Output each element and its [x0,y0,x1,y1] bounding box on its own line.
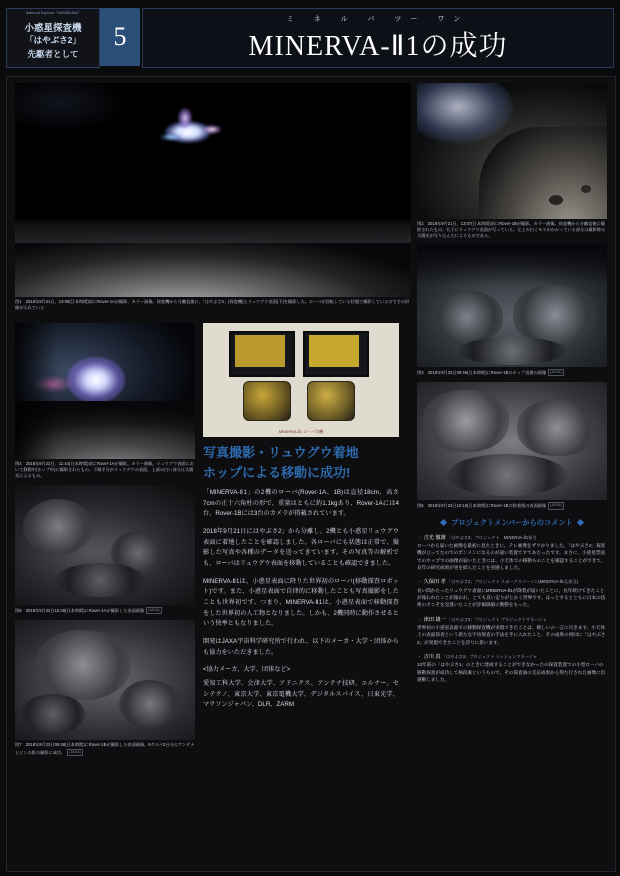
article-paragraph-2: 2018年9月21日にはやぶさ2」から分離し、2機とも小惑星リュウグウ表面に着地したことを確認しました。各ローバにも状態は正常で、撮影した写真や各種のデータを送ってきています。その写真等の解析でも、ローバはリュウグウ表面を移動していることも確認できました。 [203,527,399,567]
figure-5-image [417,382,607,500]
page-title: MINERVA-Ⅱ1の成功 [248,31,508,62]
bullet-icon: ・ [417,579,422,585]
comment-item [417,616,607,646]
comment-text: 13年前の「はやぶさ1」のときに達成することができなかったの探査装置での小型ローバの移動探査が成功して格段素というもので、その探査面の支応成果から得た行された画像に出感動しました。 [417,662,606,683]
article-body [203,488,399,711]
comment-role: 「はやぶさ2」プロジェクト MINERVA-Ⅱ1担当 [447,534,537,540]
article-headline [203,443,399,482]
mission-badge [6,8,100,68]
comment-author: 吉川 真 [423,654,441,661]
figure-2-caption: 図2 2018年9月21日、13:07(日本時間)頃にRover-1Bが撮影。カラー画像。探査機から分離直後に撮影されたもの。右下にリュウグウ表面が写っている。左上の白くモヤがかかっている部分は撮影時の太陽光が写り込んだによるものである。 [417,221,606,239]
figure-3-image [417,245,607,367]
rover-photo-label: MINERVA-Ⅱ1 ローバ実機 [278,429,324,434]
figure-6-image [15,485,195,605]
title-ruby: ミ ネ ル バ ツー ワン [286,16,470,23]
figure-1-caption: 図1 2018年9月21日、13:08(日本時間)頃にRover-1Aが撮影。カラー画像。探査機から分離直後に、「はやぶさ2」(探査機)とリュウグウ表面(下)を撮影した。ローバが回転している状態で撮影しているのでその形像が示れている [15,299,410,311]
comments-heading-text: プロジェクトメンバーからのコメント [451,517,573,527]
headline-line-1: 写真撮影・リュウグウ着地 [203,445,359,460]
figure-7-image [15,620,195,740]
figure-4-image [15,323,195,459]
comment-text: 長い間かたったリュウグウ表面にMINERVA-Ⅱ1が降着が届いたことに、長年続けてきたことが報われたことが報われ、とても良い走りがとかく世界です。ほっとするとともに日本の技術の才こそを見逃いたことが評価価値の動動をもった。 [417,587,606,608]
comment-author: 吉光 徹雄 [423,534,446,541]
figure-6-caption: 図6 2018年9月22日15:28(日本時間)にRover-1Aが撮影した表面画像 (JAXA) [15,608,160,614]
figure-5-credit: (JAXA) [548,502,563,509]
figure-3-caption: 図3 2018年9月23日09:46(日本時間)にRover-1Bのホップ直後の画像 (JAXA) [417,370,562,376]
bullet-icon: ・ [417,534,422,540]
section-number: 5 [113,22,127,51]
middle-column [203,323,399,718]
page-header [0,0,620,72]
figure-2-image [417,83,607,219]
figure-6-credit: (JAXA) [146,607,161,614]
comment-text: 世界初の小惑星表面での移動探査機が実現できたことは、嬉しいの一言に尽きます。小天体上の表面探査という新たな宇宙探査の手法を手に入れたこと、その成果の初回に「はやぶさ2」が実現できたことを誇りに思います。 [417,625,606,645]
bullet-icon: ・ [417,616,422,622]
comment-item [417,653,607,683]
figure-5-caption: 図5 2018年9月23日10:10(日本時間)にRover-1Bの格着後の表面画像 (JAXA) [417,503,562,509]
figure-7-credit: (JAXA) [67,749,82,756]
mission-badge-line2: 「はやぶさ2」 [25,35,81,45]
section-number-box [100,8,140,66]
cooperation-title: <協力メーカ、大学、団体など> [203,666,291,674]
comment-role: 「はやぶさ2」プロジェクト ミッションマネージャ [441,654,538,660]
comment-author: 久保田 孝 [423,579,446,586]
headline-line-2: ホップによる移動に成功! [203,464,351,480]
diamond-icon-left [440,519,447,526]
comment-item [417,534,607,572]
mission-badge-line1: 小惑星探査機 [24,23,82,34]
diamond-icon-right [577,519,584,526]
comment-item [417,578,607,608]
rover-hardware-photo [203,323,399,437]
bullet-icon: ・ [417,654,422,660]
figure-3-credit: (JAXA) [548,369,563,376]
content-frame [6,76,616,872]
title-box [142,8,614,68]
comment-role: 「はやぶさ2」プロジェクト プロジェクトマネージャ [447,616,547,622]
cooperation-body: 愛知工科大学、会津大学、アドニクス、アンテナ技研、エルナー、セシテクノ、東京大学、東京電機大学、デジタルスパイス、日東光学、マクソンジャパン、DLR、ZARM [203,679,399,709]
figure-7-caption: 図7 2018年9月23日09:48(日本時間)にRover-1Bが撮影した表面画像。6タルバ2台分のアンテナとピンの影の撮影に成功。 (JAXA) [15,742,195,755]
comment-author: 津田 雄一 [423,616,446,623]
figure-4-caption: 図4 2018年9月22日、11:44(日本時間)頃にRover-1Aが撮影。カラー画像。リュウグウ表面において移動中(ホップ中)に撮影されたもの。下側半分がリュウグウの表面。上部の白い部分は太陽光によるもの。 [15,461,194,479]
article-paragraph-4: 開発はJAXA宇宙科学研究所で行われ、以下のメーカ・大学・団体からも協力をいただきました。 [203,637,399,656]
mission-badge-english: Asteroid Explorer "HAYABUSA2" [26,11,80,15]
mission-badge-line3: 先駆者として [27,49,79,59]
left-column [15,323,195,762]
article-paragraph-1: 「MINERVA-Ⅱ1」の2機のローバ(Rover-1A、1B)は直径18cm、高さ7cmの正十六角柱の形で、重量はともに約1.1kgあり、Rover-1Aには4台、Rover-1Bには3台のカメラが搭載されています。 [203,489,399,518]
comment-text: ローバから届いた画像を最初に見たときに、テレ画像をザワかりました。「はやぶさ2」探査機が立ってたのでのボンメンになるのが遠い装置ですてあたったです。まさに、小惑星票面でのホップでの画像が届いたときには、小天体での移動ものことを確認することができて、長年の研究成果が実を結んだことを実感しました。 [417,543,606,571]
right-column [417,83,607,690]
comment-role: 「はやぶさ2」プロジェクト スポークスパーソン(MINERVA-Ⅱ1も担当) [447,579,579,585]
figure-1-image [15,83,411,297]
article-paragraph-3: MINERVA-Ⅱ1は、小惑星表面に降りた世界初のローバ(移動探査ロボット)です。また、小惑星表面で自律的に移動したことも写真撮影をしたことも世界初です。つまり、MINERVA-Ⅱ1は、小惑星表面で移動探査をした世界初の人工物となりました。しかも、2機同時に動作させるという快挙ともなりました。 [203,577,399,628]
comments-heading [417,518,607,528]
